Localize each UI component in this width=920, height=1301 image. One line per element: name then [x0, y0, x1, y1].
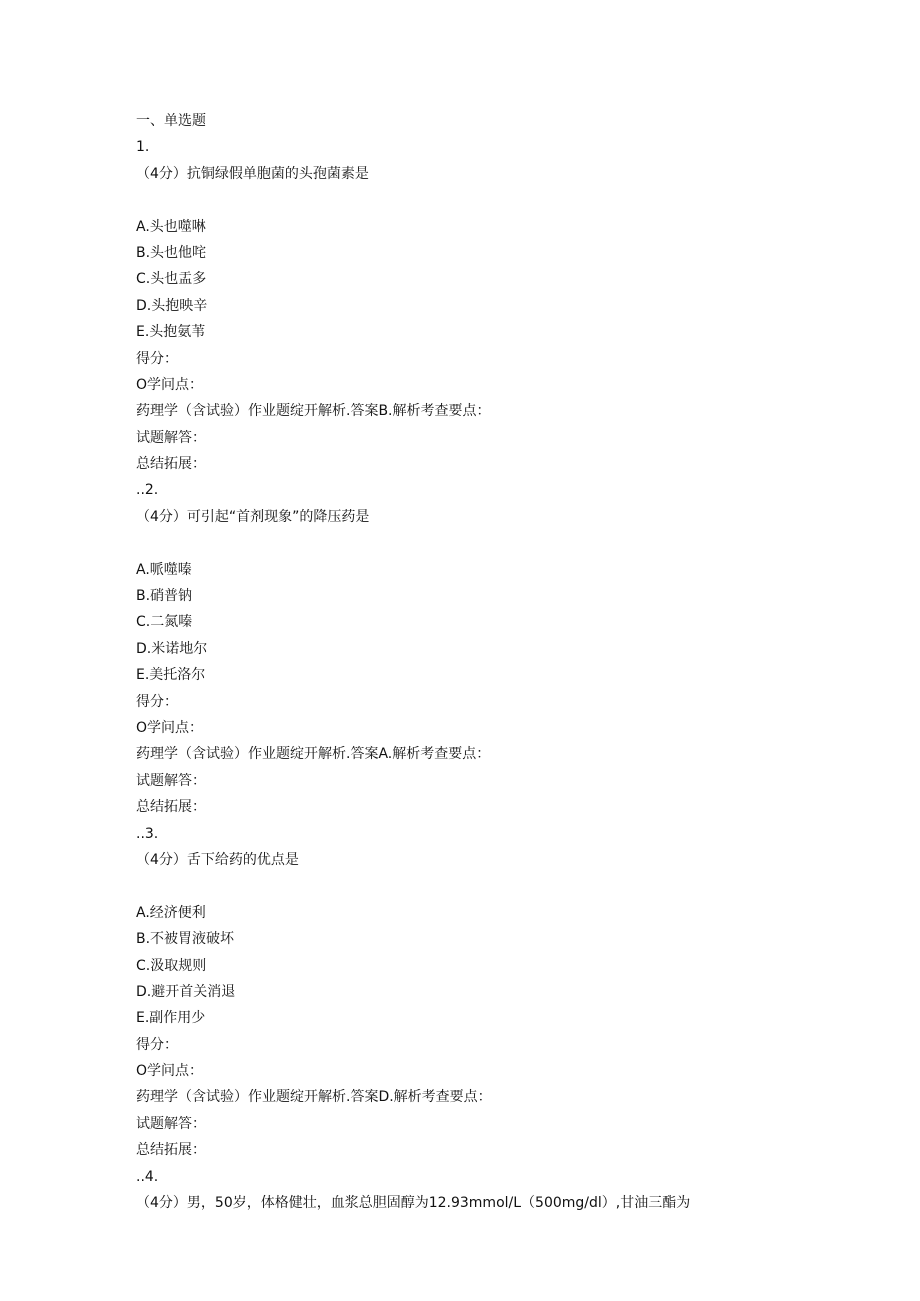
score-label: 得分：: [136, 350, 178, 367]
question-number: ..4.: [136, 1168, 159, 1185]
answer-label: 试题解答：: [136, 429, 206, 446]
option-a: A.头也噬啉: [136, 218, 206, 235]
analysis-line: 药理学（含试验）作业题绽开解析.答案D.解析考查要点：: [136, 1089, 492, 1106]
question-stem: （4分）可引起“首剂现象”的降压药是: [136, 508, 370, 525]
analysis-line: 药理学（含试验）作业题绽开解析.答案A.解析考查要点：: [136, 746, 491, 763]
answer-label: 试题解答：: [136, 772, 206, 789]
option-e: E.副作用少: [136, 1010, 206, 1027]
option-d: D.米诺地尔: [136, 640, 208, 657]
question-number: ..3.: [136, 825, 159, 842]
option-c: C.头也盂多: [136, 271, 207, 288]
option-b: B.头也他咤: [136, 244, 207, 261]
section-title: 一、单选题: [136, 113, 206, 129]
option-b: B.不被胃液破坏: [136, 931, 235, 948]
knowledge-label: O学问点：: [136, 719, 204, 736]
score-label: 得分：: [136, 1036, 178, 1053]
question-number: ..2.: [136, 482, 159, 499]
question-number: 1.: [136, 139, 150, 156]
summary-label: 总结拓展：: [136, 1142, 206, 1159]
question-4: [136, 1164, 836, 1217]
option-e: E.美托洛尔: [136, 667, 206, 684]
knowledge-label: O学问点：: [136, 1063, 204, 1080]
option-b: B.硝普钠: [136, 588, 193, 605]
score-label: 得分：: [136, 693, 178, 710]
option-a: A.哌噬嗪: [136, 561, 192, 578]
question-stem: （4分）舌下给药的优点是: [136, 851, 299, 868]
question-2: [136, 477, 836, 820]
blank-line: [136, 187, 836, 213]
option-e: E.头抱氨苇: [136, 324, 206, 341]
option-d: D.避开首关消退: [136, 983, 236, 1000]
knowledge-label: O学问点：: [136, 376, 204, 393]
summary-label: 总结拓展：: [136, 799, 206, 816]
analysis-line: 药理学（含试验）作业题绽开解析.答案B.解析考查要点：: [136, 403, 491, 420]
option-c: C.汲取规则: [136, 957, 207, 974]
question-stem: （4分）抗铜绿假单胞菌的头孢菌素是: [136, 165, 369, 182]
blank-line: [136, 873, 836, 899]
summary-label: 总结拓展：: [136, 456, 206, 473]
answer-label: 试题解答：: [136, 1115, 206, 1132]
option-c: C.二氮嗪: [136, 614, 193, 631]
document-page: [136, 108, 836, 1216]
question-3: [136, 821, 836, 1164]
blank-line: [136, 530, 836, 556]
option-d: D.头抱映辛: [136, 297, 208, 314]
question-1: [136, 134, 836, 477]
question-stem: （4分）男，50岁，体格健壮，血浆总胆固醇为12.93mmol/L（500mg/dl）,甘油三酯为: [136, 1195, 691, 1212]
option-a: A.经济便利: [136, 904, 206, 921]
